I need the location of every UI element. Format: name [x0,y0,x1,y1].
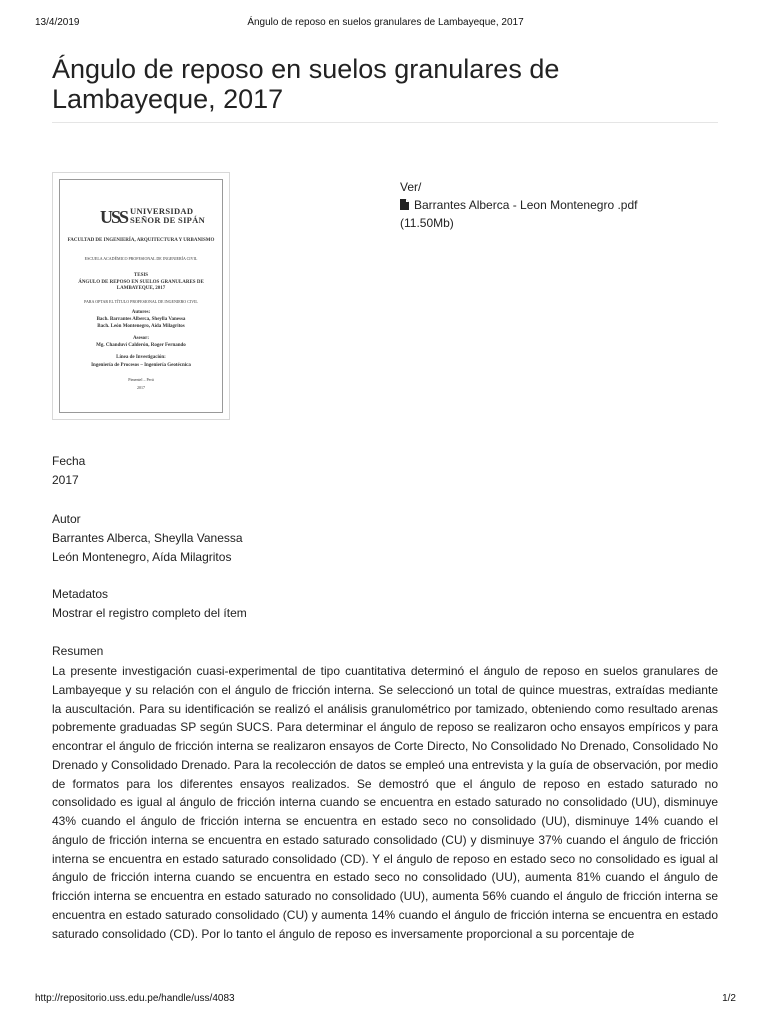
cover-research-line: Ingeniería de Procesos – Ingeniería Geotécnica [91,363,191,368]
cover-author-1: Bach. Barrantes Alberca, Sheylla Vanessa [96,317,186,322]
page-title: Ángulo de reposo en suelos granulares de Lambayeque, 2017 [52,54,560,114]
university-logo [100,206,220,230]
abstract-label: Resumen [52,644,104,658]
university-logo-mark: USS [100,207,128,227]
print-date: 13/4/2019 [35,17,80,28]
cover-year: 2017 [137,385,145,390]
metadata-section [52,585,247,623]
print-footer [35,993,736,1007]
file-download-link[interactable]: Barrantes Alberca - Leon Montenegro .pdf [414,198,638,212]
author-link[interactable]: León Montenegro, Aída Milagritos [52,550,232,564]
cover-city: Pimentel – Perú [128,377,154,382]
author-section [52,510,243,567]
abstract-heading [52,642,103,661]
file-size: (11.50Mb) [400,216,454,230]
cover-authors-label: Autores: [131,310,151,315]
cover-research-label: Línea de Investigación: [116,355,166,360]
print-url: http://repositorio.uss.edu.pe/handle/uss/4083 [35,993,235,1004]
cover-author-2: Bach. León Montenegro, Aída Milagritos [97,324,185,329]
cover-purpose: PARA OPTAR EL TÍTULO PROFESIONAL DE INGENIERO CIVIL [84,299,198,304]
view-label: Ver/ [400,180,422,194]
print-page-number: 1/2 [722,993,736,1004]
cover-doc-type: TESIS [133,273,149,278]
author-label: Autor [52,512,81,526]
cover-advisor-label: Asesor: [132,336,150,341]
cover-faculty: FACULTAD DE INGENIERÍA, ARQUITECTURA Y URBANISMO [67,238,215,243]
file-section [400,178,637,232]
cover-school: ESCUELA ACADÉMICO PROFESIONAL DE INGENIERÍA CIVIL [84,256,198,261]
full-record-link[interactable]: Mostrar el registro completo del ítem [52,606,247,620]
file-row [400,196,637,214]
print-page-title: Ángulo de reposo en suelos granulares de Lambayeque, 2017 [247,17,524,28]
document-thumbnail[interactable] [52,172,230,420]
date-label: Fecha [52,454,86,468]
print-header [35,17,736,31]
university-name: UNIVERSIDAD SEÑOR DE SIPÁN [130,206,206,225]
title-divider [52,122,718,123]
date-section [52,452,85,490]
metadata-label: Metadatos [52,587,109,601]
author-link[interactable]: Barrantes Alberca, Sheylla Vanessa [52,531,243,545]
cover-thesis-title: ÁNGULO DE REPOSO EN SUELOS GRANULARES DE LAMBAYEQUE, 2017 [78,280,204,291]
cover-advisor: Mg. Chanduví Calderón, Roger Fernando [96,343,186,348]
date-value: 2017 [52,473,79,487]
abstract-text: La presente investigación cuasi-experimental de tipo cuantitativa determinó el ángulo de reposo en suelos granulares de Lambayeque y su relación con el ángulo de fricción interna. Se seleccionó un total de quince muestras, extraídas mediante la auscultación. Para su identificación se realizó el análisis granulométrico por tamizado, obteniendo como resultado arenas pobremente graduadas SP según SUCS. Para determinar el ángulo de reposo se realizaron ocho ensayos empíricos y para encontrar el ángulo de fricción interna se realizaron ensayos de Corte Directo, No Consolidado No Drenado, Consolidado No Drenado y Consolidado Drenado. Para la recolección de datos se empleó una entrevista y la guía de observación, por medio de formatos para los diferentes ensayos realizados. Se demostró que el ángulo de reposo en estado saturado no consolidado es igual al ángulo de fricción interna cuando se encuentra en estado saturado no consolidado (UU), disminuye 43% cuando el ángulo de fricción interna se encuentra en estado seco no consolidado (UU), disminuye 14% cuando el ángulo de fricción interna se encuentra en estado saturado consolidado (CU) y disminuye 37% cuando el ángulo de fricción interna se encuentra en estado saturado consolidado (CD). Y el ángulo de reposo en estado seco no consolidado es igual al ángulo de fricción interna cuando se encuentra en estado seco no consolidado (UU), aumenta 81% cuando el ángulo de fricción interna se encuentra en estado saturado no consolidado (UU), aumenta 56% cuando el ángulo de fricción interna se encuentra en estado saturado consolidado (CU) y aumenta 14% cuando el ángulo de fricción interna se encuentra en estado saturado consolidado (CD). Por lo tanto el ángulo de reposo es inversamente proporcional a su porcentaje de [52,664,718,941]
thumbnail-cover-page [59,179,223,413]
file-icon [400,199,409,210]
